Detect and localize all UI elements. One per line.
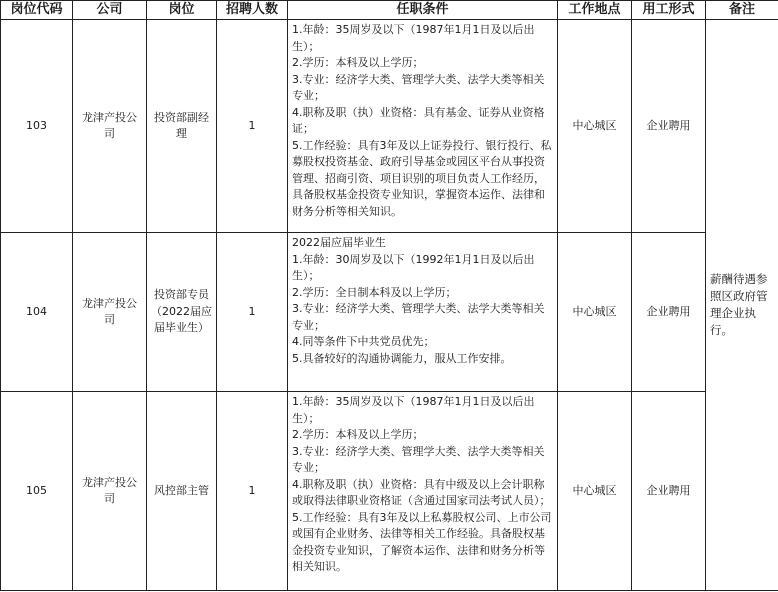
position-text: 投资部专员（2022届应届毕业生） <box>151 288 212 335</box>
cell-count: 1 <box>217 233 288 392</box>
cell-count: 1 <box>217 392 288 591</box>
requirement-line: 2.学历：本科及以上学历； <box>292 56 424 69</box>
requirement-line: 3.专业：经济学大类、管理学大类、法学大类等相关专业； <box>292 444 545 474</box>
requirement-line: 2.学历：本科及以上学历； <box>292 428 424 441</box>
header-requirements: 任职条件 <box>288 1 558 20</box>
cell-remarks: 薪酬待遇参照区政府管理企业执行。 <box>706 20 778 591</box>
requirement-line: 4.职称及职（执）业资格：具有中级及以上会计职称或取得法律职业资格证（含通过国家司法考试人员）； <box>292 477 551 507</box>
cell-company <box>73 392 147 591</box>
table-row <box>1 20 778 233</box>
header-position: 岗位 <box>147 1 217 20</box>
cell-count: 1 <box>217 20 288 233</box>
requirement-line: 4.同等条件下中共党员优先； <box>292 335 435 348</box>
company-text: 龙津产投公司 <box>82 475 137 505</box>
table-row <box>1 392 778 591</box>
company-text: 龙津产投公司 <box>82 110 137 140</box>
requirement-line: 4.职称及职（执）业资格：具有基金、证券从业资格证； <box>292 105 545 135</box>
cell-location: 中心城区 <box>558 233 632 392</box>
cell-code: 103 <box>1 20 73 233</box>
cell-requirements <box>288 20 558 233</box>
header-row <box>1 1 778 20</box>
header-remarks: 备注 <box>706 1 778 20</box>
position-text: 投资部副经理 <box>154 110 209 140</box>
header-count: 招聘人数 <box>217 1 288 20</box>
cell-employment: 企业聘用 <box>632 233 706 392</box>
requirement-line: 2022届应届毕业生 <box>292 236 386 249</box>
position-text: 风控部主管 <box>154 483 209 497</box>
company-text: 龙津产投公司 <box>82 296 137 326</box>
cell-location: 中心城区 <box>558 20 632 233</box>
cell-employment: 企业聘用 <box>632 20 706 233</box>
cell-company <box>73 20 147 233</box>
requirement-line: 5.工作经验：具有3年及以上证券投行、银行投行、私募股权投资基金、政府引导基金或园区平台从事投资管理、招商引资、项目识别的项目负责人工作经历，具备股权基金投资专业知识，掌握资本运作、法律和财务分析等相关知识。 <box>292 138 552 218</box>
header-location: 工作地点 <box>558 1 632 20</box>
requirement-line: 3.专业：经济学大类、管理学大类、法学大类等相关专业； <box>292 72 545 102</box>
cell-company <box>73 233 147 392</box>
header-code: 岗位代码 <box>1 1 73 20</box>
cell-position <box>147 20 217 233</box>
requirement-line: 5.具备较好的沟通协调能力，服从工作安排。 <box>292 351 512 365</box>
cell-location: 中心城区 <box>558 392 632 591</box>
header-employment: 用工形式 <box>632 1 706 20</box>
requirement-line: 1.年龄：30周岁及以下（1992年1月1日及以后出生）； <box>292 252 535 282</box>
requirement-line: 1.年龄：35周岁及以下（1987年1月1日及以后出生）； <box>292 395 535 425</box>
cell-employment: 企业聘用 <box>632 392 706 591</box>
requirement-line: 5.工作经验：具有3年及以上私募股权公司、上市公司或国有企业财务、法律等相关工作经验。具备股权基金投资专业知识，了解资本运作、法律和财务分析等相关知识。 <box>292 510 552 573</box>
header-company: 公司 <box>73 1 147 20</box>
table-row <box>1 233 778 392</box>
cell-requirements <box>288 233 558 392</box>
requirement-line: 3.专业：经济学大类、管理学大类、法学大类等相关专业； <box>292 302 545 332</box>
cell-position <box>147 392 217 591</box>
requirement-line: 1.年龄：35周岁及以下（1987年1月1日及以后出生）； <box>292 23 535 53</box>
requirement-line: 2.学历：全日制本科及以上学历； <box>292 285 457 299</box>
cell-code: 105 <box>1 392 73 591</box>
cell-requirements <box>288 392 558 591</box>
cell-code: 104 <box>1 233 73 392</box>
cell-position <box>147 233 217 392</box>
